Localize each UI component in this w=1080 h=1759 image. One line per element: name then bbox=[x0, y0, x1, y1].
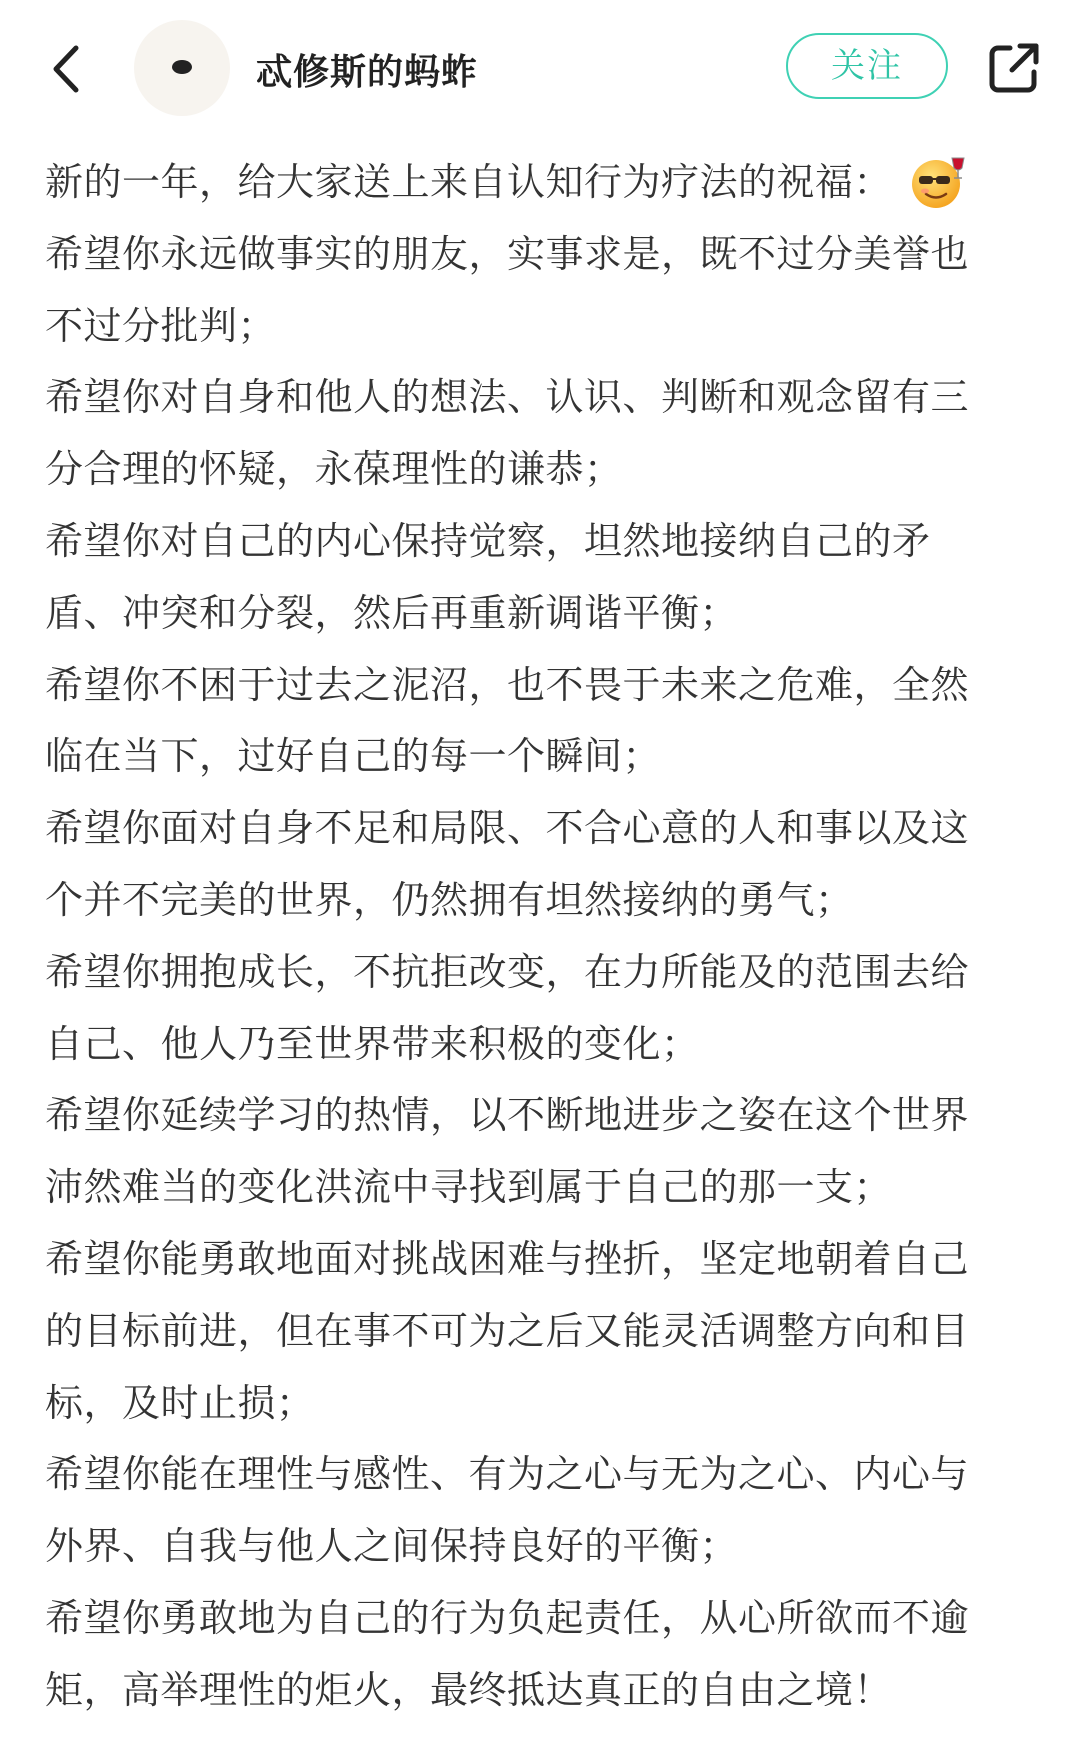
post-line: 希望你拥抱成长，不抗拒改变，在力所能及的范围去给 bbox=[45, 949, 970, 994]
post-line: 分合理的怀疑，永葆理性的谦恭； bbox=[45, 447, 623, 492]
post-line: 希望你永远做事实的朋友，实事求是，既不过分美誉也 bbox=[45, 231, 970, 276]
avatar-image bbox=[172, 60, 192, 74]
back-button[interactable] bbox=[46, 44, 86, 94]
chevron-left-icon bbox=[46, 44, 86, 94]
post-line: 希望你对自身和他人的想法、认识、判断和观念留有三 bbox=[45, 375, 970, 420]
post-line: 希望你勇敢地为自己的行为负起责任，从心所欲而不逾 bbox=[45, 1595, 970, 1640]
post-line: 临在当下，过好自己的每一个瞬间； bbox=[45, 734, 662, 779]
post-line: 希望你延续学习的热情，以不断地进步之姿在这个世界 bbox=[45, 1093, 970, 1138]
post-line: 盾、冲突和分裂，然后再重新调谐平衡； bbox=[45, 590, 739, 635]
post-line: 个并不完美的世界，仍然拥有坦然接纳的勇气； bbox=[45, 877, 854, 922]
post-line: 外界、自我与他人之间保持良好的平衡； bbox=[45, 1524, 739, 1569]
post-line-text: 新的一年，给大家送上来自认知行为疗法的祝福： bbox=[45, 160, 893, 204]
post-line: 希望你能在理性与感性、有为之心与无为之心、内心与 bbox=[45, 1452, 970, 1497]
top-bar bbox=[0, 0, 1080, 135]
post-line: 希望你能勇敢地面对挑战困难与挫折，坚定地朝着自己 bbox=[45, 1236, 970, 1281]
post-line: 的目标前进，但在事不可为之后又能灵活调整方向和目 bbox=[45, 1308, 970, 1353]
post-line: 标，及时止损； bbox=[45, 1380, 315, 1425]
share-button[interactable] bbox=[986, 40, 1042, 96]
post-line: 不过分批判； bbox=[45, 303, 277, 348]
post-line: 希望你不困于过去之泥沼，也不畏于未来之危难，全然 bbox=[45, 662, 970, 707]
post-line: 希望你对自己的内心保持觉察，坦然地接纳自己的矛 bbox=[45, 518, 931, 563]
post-line bbox=[45, 147, 1045, 219]
avatar[interactable] bbox=[134, 20, 230, 116]
post-line: 沛然难当的变化洪流中寻找到属于自己的那一支； bbox=[45, 1165, 893, 1210]
cool-face-wine-emoji-icon bbox=[910, 154, 968, 212]
post-line: 希望你面对自身不足和局限、不合心意的人和事以及这 bbox=[45, 806, 970, 851]
post-body bbox=[45, 147, 1045, 1727]
share-external-icon bbox=[986, 40, 1042, 96]
post-line: 矩，高举理性的炬火，最终抵达真正的自由之境！ bbox=[45, 1667, 893, 1712]
follow-button[interactable]: 关注 bbox=[786, 33, 948, 99]
post-line: 自己、他人乃至世界带来积极的变化； bbox=[45, 1021, 700, 1066]
author-name[interactable]: 忒修斯的蚂蚱 bbox=[256, 52, 479, 93]
